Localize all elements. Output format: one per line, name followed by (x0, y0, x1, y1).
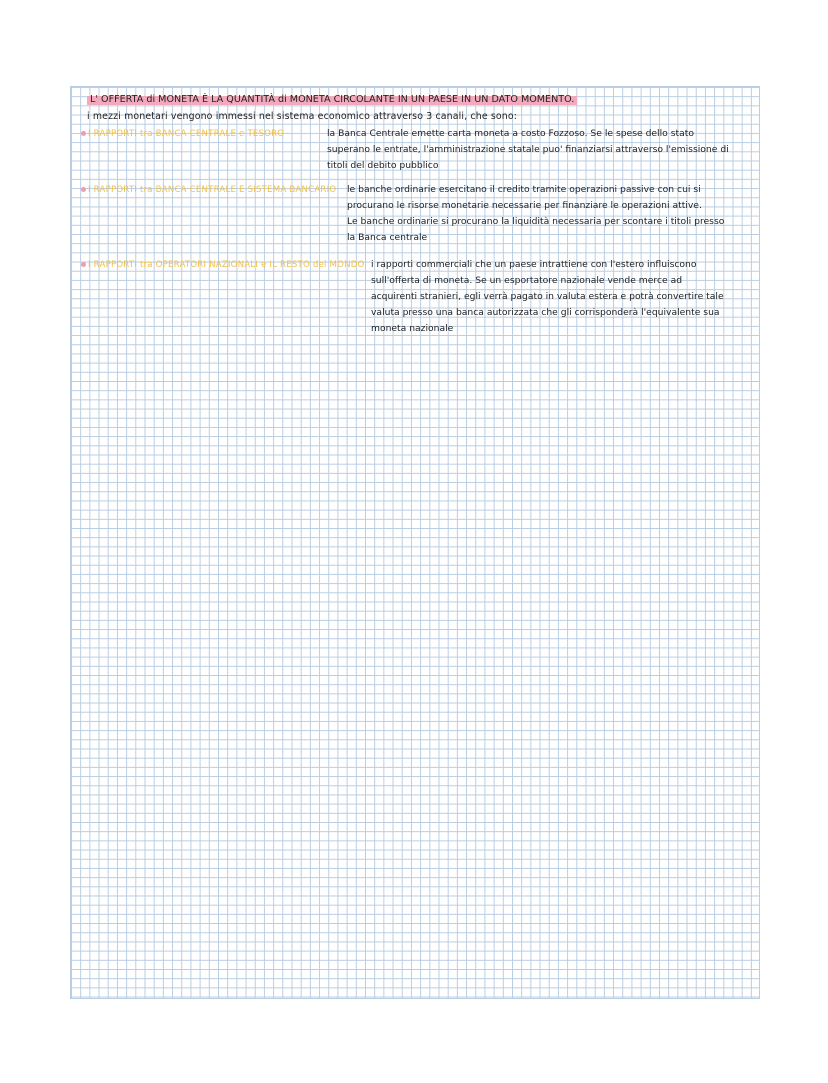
channel-1-description (327, 126, 729, 174)
channel-3-line: i rapporti commerciali che un paese intrattiene con l'estero influiscono (371, 259, 697, 270)
channel-3-line: sull'offerta di moneta. Se un esportatore nazionale vende merce ad (371, 275, 683, 286)
channel-3-description (371, 257, 724, 337)
note-intro: i mezzi monetari vengono immessi nel sistema economico attraverso 3 canali, che sono: (87, 111, 518, 122)
channel-1-line: superano le entrate, l'amministrazione statale puo' finanziarsi attraverso l'emissione di (327, 144, 729, 155)
channel-2-line: le banche ordinarie esercitano il credito tramite operazioni passive con cui si (347, 184, 701, 195)
bullet-dot-icon (81, 262, 86, 267)
channel-1-line: titoli del debito pubblico (327, 160, 439, 171)
bullet-dot-icon (81, 131, 86, 136)
channel-2-line: la Banca centrale (347, 232, 428, 243)
channel-3-label: I RAPPORTI tra OPERATORI NAZIONALI e IL RESTO del MONDO (88, 260, 365, 270)
channel-3-line: acquirenti stranieri, egli verrà pagato in valuta estera e potrà convertire tale (371, 291, 724, 302)
channel-1-heading (81, 126, 284, 142)
channel-3-line: valuta presso una banca autorizzata che gli corrisponderà l'equivalente sua (371, 307, 720, 318)
channel-1-label: I RAPPORTI tra BANCA CENTRALE e TESORO (88, 129, 285, 139)
channel-2-description (347, 182, 724, 246)
channel-2-heading (81, 182, 336, 198)
channel-2-line: Le banche ordinarie si procurano la liquidità necessaria per scontare i titoli presso (347, 216, 725, 227)
channel-1-line: la Banca Centrale emette carta moneta a costo Fozzoso. Se le spese dello stato (327, 128, 694, 139)
channel-3-heading (81, 257, 365, 273)
grid-paper-sheet (70, 86, 760, 999)
channel-2-label: I RAPPORTI tra BANCA CENTRALE E SISTEMA BANCARIO (88, 185, 337, 195)
channel-3-line: moneta nazionale (371, 323, 454, 334)
note-title: L' OFFERTA di MONETA È LA QUANTITÀ di MONETA CIRCOLANTE IN UN PAESE IN UN DATO MOMENTO. (87, 92, 577, 108)
channel-2-line: procurano le risorse monetarie necessarie per finanziare le operazioni attive. (347, 200, 702, 211)
bullet-dot-icon (81, 187, 86, 192)
